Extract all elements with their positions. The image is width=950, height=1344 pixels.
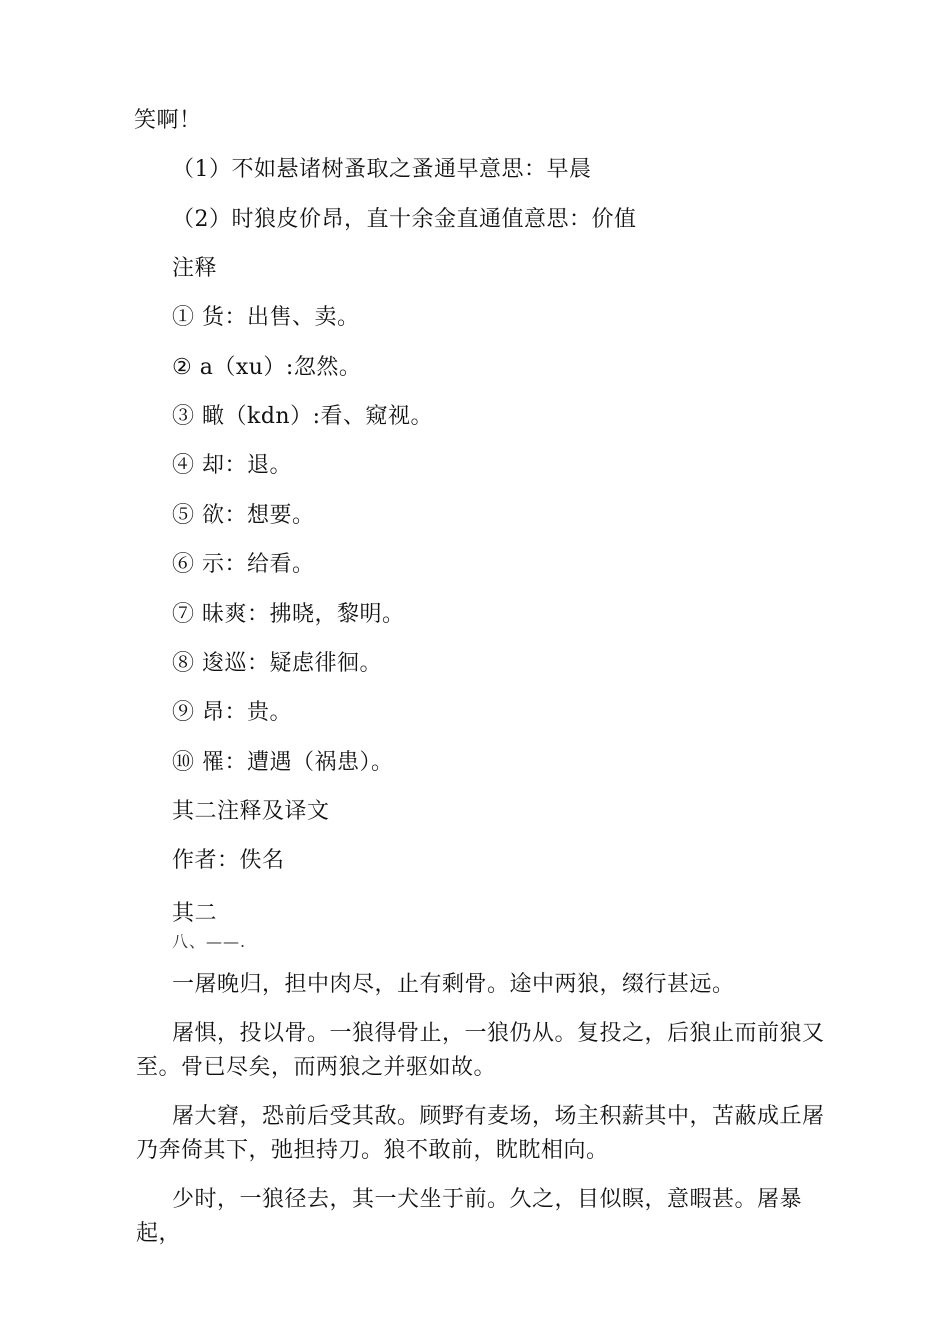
note-item-4: ④ 却：退。 — [172, 453, 292, 478]
body-paragraph-1: 一屠晚归，担中肉尽，止有剩骨。途中两狼，缀行甚远。 — [172, 972, 735, 997]
note-item-9: ⑨ 昂：贵。 — [172, 700, 292, 725]
body-paragraph-3: 屠大窘，恐前后受其敌。顾野有麦场，场主积薪其中，苫蔽成丘屠乃奔倚其下，弛担持刀。狼不敢前，眈眈相向。 — [136, 1104, 825, 1163]
note-item-1: ① 货：出售、卖。 — [172, 305, 360, 330]
author-line: 作者：佚名 — [172, 848, 285, 873]
body-paragraph-4: 少时，一狼径去，其一犬坐于前。久之，目似瞑，意暇甚。屠暴起， — [136, 1187, 803, 1246]
tongjia-item-1: （1）不如悬诸树蚤取之蚤通早意思：早晨 — [172, 157, 592, 182]
section-title: 其二注释及译文 — [172, 799, 330, 824]
note-item-7: ⑦ 昧爽：拂晓，黎明。 — [172, 602, 405, 627]
note-item-2: ② a（xu）:忽然。 — [172, 355, 362, 380]
note-item-5: ⑤ 欲：想要。 — [172, 503, 315, 528]
note-item-6: ⑥ 示：给看。 — [172, 552, 315, 577]
note-item-10: ⑩ 罹：遭遇（祸患）。 — [172, 750, 394, 775]
scan-artifact-text: 八、——. — [172, 932, 247, 951]
body-paragraph-2: 屠惧，投以骨。一狼得骨止，一狼仍从。复投之，后狼止而前狼又至。骨已尽矣，而两狼之并驱如故。 — [136, 1021, 825, 1080]
notes-heading: 注释 — [172, 256, 218, 281]
intro-fragment: 笑啊！ — [134, 108, 202, 133]
note-item-3: ③ 瞰（kdn）:看、窥视。 — [172, 404, 433, 429]
part-title: 其二 — [172, 901, 218, 926]
tongjia-item-2: （2）时狼皮价昂，直十余金直通值意思：价值 — [172, 207, 637, 232]
note-item-8: ⑧ 逡巡：疑虑徘徊。 — [172, 651, 382, 676]
